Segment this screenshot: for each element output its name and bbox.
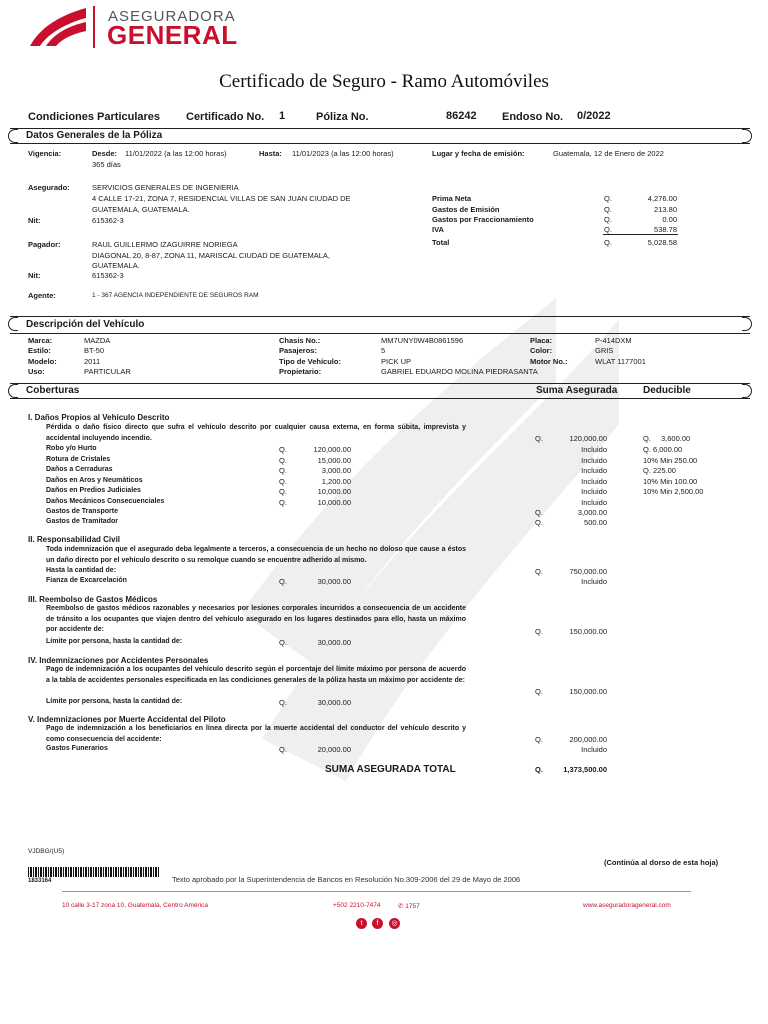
endoso-label: Endoso No.: [502, 111, 564, 123]
premium-value: 4,276.00: [647, 194, 677, 203]
coverage-description: Pérdida o daño físico directo que sufra el vehículo descrito por cualquier causa externa, en forma súbita, imprevista y accidental incluyendo incendio.: [46, 424, 466, 442]
amount-value: 1,200.00: [321, 476, 351, 486]
suma-value: 500.00: [584, 518, 607, 527]
motor-label: Motor No.:: [530, 357, 568, 366]
q-currency: Q.: [279, 455, 287, 465]
asegurado-name: SERVICIOS GENERALES DE INGENIERIA: [92, 183, 239, 192]
q-currency: Q.: [279, 577, 287, 586]
section-rule: [10, 128, 750, 129]
premium-value: 0.00: [662, 215, 677, 224]
amount-value: 10,000.00: [317, 497, 351, 507]
limite-label: Límite por persona, hasta la cantidad de:: [46, 698, 183, 705]
suma-value: 750,000.00: [569, 567, 607, 576]
agente-value: 1 - 367 AGENCIA INDEPENDIENTE DE SEGUROS RAM: [92, 292, 259, 299]
q-currency: Q.: [535, 627, 543, 636]
modelo-value: 2011: [84, 357, 101, 366]
suma-value: Incluido: [581, 476, 607, 486]
footer-website[interactable]: www.aseguradorageneral.com: [583, 902, 671, 909]
amount-value: 3,000.00: [321, 466, 351, 475]
asegurado-address-1: 4 CALLE 17-21, ZONA 7, RESIDENCIAL VILLAS DE SAN JUAN CIUDAD DE: [92, 194, 351, 203]
q-currency: Q.: [535, 434, 543, 443]
suma-value: 120,000.00: [569, 434, 607, 443]
placa-label: Placa:: [530, 336, 553, 345]
pagador-address-1: DIAGONAL 20, 8-87, ZONA 11, MARISCAL CIUDAD DE GUATEMALA,: [92, 251, 330, 260]
pasajeros-value: 5: [381, 346, 386, 355]
document-title: Certificado de Seguro - Ramo Automóviles: [219, 71, 549, 92]
total-currency: Q.: [535, 765, 543, 774]
lugar-label: Lugar y fecha de emisión:: [432, 149, 525, 158]
section-arc-left: [8, 317, 18, 331]
suma-value: Incluido: [581, 577, 607, 586]
brand-logo-icon: [28, 6, 88, 48]
chasis-label: Chasis No.:: [279, 336, 321, 345]
suma-value: Incluido: [581, 455, 607, 465]
premium-value: 213.80: [654, 205, 677, 214]
suma-value: Incluido: [581, 487, 607, 496]
premium-currency: Q.: [604, 205, 612, 214]
vigencia-label: Vigencia:: [28, 149, 62, 158]
uso-label: Uso:: [28, 367, 45, 376]
coverage-description: Toda indemnización que el asegurado deba legalmente a terceros, a consecuencia de un hecho no doloso que cause a éstos un daño directo por el vehículo descrito o su remolque cuando se encuentre adherido al mismo.: [46, 546, 466, 564]
premium-label: IVA: [432, 225, 444, 234]
modelo-label: Modelo:: [28, 357, 57, 366]
deducible-value: 10% Min 2,500.00: [643, 487, 704, 496]
barcode-icon: [28, 867, 160, 877]
desde-label: Desde:: [92, 149, 118, 158]
barcode-number: 1833164: [28, 878, 52, 884]
facebook-icon[interactable]: f: [372, 918, 383, 929]
placa-value: P-414DXM: [595, 336, 632, 345]
total-label: Total: [432, 238, 450, 247]
propietario-label: Propietario:: [279, 367, 322, 376]
coverage-section-title: III. Reembolso de Gastos Médicos: [28, 595, 158, 604]
q-currency: Q.: [279, 745, 287, 754]
continua-note: (Continúa al dorso de esta hoja): [604, 858, 719, 867]
total-currency: Q.: [604, 238, 612, 247]
limite-label: Límite por persona, hasta la cantidad de:: [46, 638, 183, 645]
coberturas-title: Coberturas: [26, 385, 80, 396]
dias-value: 365 días: [92, 160, 121, 169]
pagador-label: Pagador:: [28, 240, 61, 249]
suma-value: 200,000.00: [569, 735, 607, 744]
fianza-label: Fianza de Excarcelación: [46, 577, 127, 584]
suma-value: Incluido: [581, 497, 607, 507]
suma-value: Incluido: [581, 745, 607, 754]
premium-currency: Q.: [604, 215, 612, 224]
uso-value: PARTICULAR: [84, 367, 131, 376]
section-arc-left: [8, 384, 18, 398]
twitter-icon[interactable]: t: [356, 918, 367, 929]
estilo-value: BT-50: [84, 346, 105, 355]
desde-value: 11/01/2022 (a las 12:00 horas): [125, 149, 227, 158]
coverage-item-label: Rotura de Cristales: [46, 455, 111, 463]
brand-name-bottom: GENERAL: [107, 20, 238, 50]
color-value: GRIS: [595, 346, 614, 355]
transporte-label: Gastos de Transporte: [46, 508, 118, 515]
q-currency: Q.: [535, 735, 543, 744]
propietario-value: GABRIEL EDUARDO MOLINA PIEDRASANTA: [381, 367, 538, 376]
coverage-description: Pago de indemnización a los beneficiarios en línea directa por la muerte accidental del conductor del vehículo descrito y como consecuencia del accidente:: [46, 725, 466, 743]
q-currency: Q.: [279, 497, 287, 507]
deducible-value: Q. 225.00: [643, 466, 676, 475]
endoso-value: 0/2022: [577, 110, 611, 122]
poliza-value: 86242: [446, 110, 477, 122]
section-rule: [10, 316, 750, 317]
section-rule: [10, 398, 750, 399]
datos-generales-title: Datos Generales de la Póliza: [26, 130, 163, 141]
estilo-label: Estilo:: [28, 346, 51, 355]
hasta-value: 11/01/2023 (a las 12:00 horas): [292, 149, 394, 158]
footer-shortcode: [398, 902, 420, 910]
deducible-value: 10% Min 250.00: [643, 455, 698, 465]
suma-total-label: SUMA ASEGURADA TOTAL: [325, 764, 456, 775]
hasta-cantidad-label: Hasta la cantidad de:: [46, 567, 117, 574]
nit-value: 615362-3: [92, 216, 124, 225]
suma-asegurada-header: Suma Asegurada: [536, 385, 618, 396]
amount-value: 15,000.00: [317, 455, 351, 465]
q-currency: Q.: [535, 518, 543, 527]
funerarios-label: Gastos Funerarios: [46, 745, 108, 752]
pasajeros-label: Pasajeros:: [279, 346, 317, 355]
q-currency: Q.: [279, 487, 287, 496]
aprobado-text: Texto aprobado por la Superintendencia de Bancos en Resolución No.309-2006 del 29 de Mayo de 2006: [172, 875, 521, 884]
vehiculo-title: Descripción del Vehículo: [26, 319, 145, 330]
condiciones-label: Condiciones Particulares: [28, 111, 161, 123]
tipo-value: PICK UP: [381, 357, 412, 366]
nit-label: Nit:: [28, 216, 41, 225]
logo-divider: [93, 6, 95, 48]
subtotal-rule: [603, 234, 678, 235]
footer-rule: [62, 891, 691, 892]
nit-value: 615362-3: [92, 271, 124, 280]
q-currency: Q.: [535, 567, 543, 576]
coverage-item-label: Daños en Aros y Neumáticos: [46, 476, 143, 484]
coverage-section-title: II. Responsabilidad Civil: [28, 535, 121, 544]
section-arc-left: [8, 129, 18, 143]
footer-address: 10 calle 3-17 zona 10, Guatemala, Centro América: [62, 902, 208, 909]
hasta-label: Hasta:: [259, 149, 282, 158]
amount-value: 30,000.00: [317, 638, 351, 647]
amount-value: 20,000.00: [317, 745, 351, 754]
section-rule: [10, 333, 750, 334]
section-arc-right: [742, 384, 752, 398]
total-value: 5,028.58: [647, 238, 677, 247]
poliza-label: Póliza No.: [316, 111, 369, 123]
suma-value: 150,000.00: [569, 627, 607, 636]
q-currency: Q.: [279, 466, 287, 475]
phone-icon: ✆: [398, 903, 406, 910]
q-currency: Q.: [535, 687, 543, 696]
section-rule: [10, 143, 750, 144]
amount-value: 10,000.00: [317, 487, 351, 496]
footer-phone: +502 2210-7474: [333, 902, 381, 909]
tipo-label: Tipo de Vehículo:: [279, 357, 341, 366]
deducible-value: Q. 6,000.00: [643, 445, 683, 454]
marca-value: MAZDA: [84, 336, 111, 345]
section-rule: [10, 383, 750, 384]
amount-value: 120,000.00: [313, 445, 351, 454]
coverage-description: Reembolso de gastos médicos razonables y necesarios por lesiones corporales incurridos a consecuencia de un accidente de tránsito a los ocupantes que viajen dentro del vehículo asegurado en los lugares destinados para ello, hasta un máximo por accidente de:: [46, 605, 466, 633]
q-currency: Q.: [279, 638, 287, 647]
section-arc-right: [742, 317, 752, 331]
asegurado-address-2: GUATEMALA, GUATEMALA.: [92, 205, 190, 214]
coverage-section-title: IV. Indemnizaciones por Accidentes Personales: [28, 656, 209, 665]
deducible-value: 3,600.00: [661, 434, 691, 443]
premium-currency: Q.: [604, 225, 612, 234]
pagador-name: RAUL GUILLERMO IZAGUIRRE NORIEGA: [92, 240, 238, 249]
nit-label: Nit:: [28, 271, 41, 280]
suma-value: Incluido: [581, 445, 607, 454]
premium-value: 538.78: [654, 225, 677, 234]
suma-value: 3,000.00: [577, 508, 607, 517]
q-currency: Q.: [643, 434, 651, 443]
brand-name-top: ASEGURADORA: [108, 8, 236, 25]
coverage-item-label: Robo y/o Hurto: [46, 445, 97, 452]
tramitador-label: Gastos de Tramitador: [46, 518, 118, 525]
q-currency: Q.: [279, 445, 287, 454]
deducible-header: Deducible: [643, 385, 691, 396]
certificado-label: Certificado No.: [186, 111, 265, 123]
section-arc-right: [742, 129, 752, 143]
premium-currency: Q.: [604, 194, 612, 203]
q-currency: Q.: [535, 508, 543, 517]
coverage-item-label: Daños Mecánicos Consecuenciales: [46, 497, 165, 505]
footer-code: VJDBG/(U5): [28, 848, 65, 855]
suma-value: 150,000.00: [569, 687, 607, 696]
coverage-section-title: V. Indemnizaciones por Muerte Accidental del Piloto: [28, 715, 226, 724]
premium-label: Gastos de Emisión: [432, 205, 500, 214]
suma-value: Incluido: [581, 466, 607, 475]
coverage-section-title: I. Daños Propios al Vehículo Descrito: [28, 413, 170, 422]
q-currency: Q.: [279, 698, 287, 707]
premium-label: Prima Neta: [432, 194, 472, 203]
amount-value: 30,000.00: [317, 577, 351, 586]
premium-label: Gastos por Fraccionamiento: [432, 215, 534, 224]
amount-value: 30,000.00: [317, 698, 351, 707]
marca-label: Marca:: [28, 336, 53, 345]
certificado-value: 1: [279, 110, 286, 122]
motor-value: WLAT 1177001: [595, 357, 646, 366]
q-currency: Q.: [279, 476, 287, 486]
suma-total-value: 1,373,500.00: [563, 765, 607, 774]
deducible-value: 10% Min 100.00: [643, 476, 698, 486]
lugar-value: Guatemala, 12 de Enero de 2022: [553, 149, 664, 158]
coverage-item-label: Daños en Predios Judiciales: [46, 487, 141, 494]
coverage-description: Pago de indemnización a los ocupantes del vehículo descrito según el porcentaje del límite máximo por persona de acuerdo a la tabla de accidentes personales especificada en las condiciones generales de la póliza hasta un máximo por accidente de:: [46, 666, 466, 684]
color-label: Color:: [530, 346, 553, 355]
instagram-icon[interactable]: ◎: [389, 918, 400, 929]
pagador-address-2: GUATEMALA.: [92, 261, 140, 270]
chasis-value: MM7UNY0W4B0861596: [381, 336, 464, 345]
shortcode-value: 1757: [405, 903, 420, 910]
coverage-item-label: Daños a Cerraduras: [46, 466, 113, 473]
agente-label: Agente:: [28, 291, 56, 300]
asegurado-label: Asegurado:: [28, 183, 70, 192]
